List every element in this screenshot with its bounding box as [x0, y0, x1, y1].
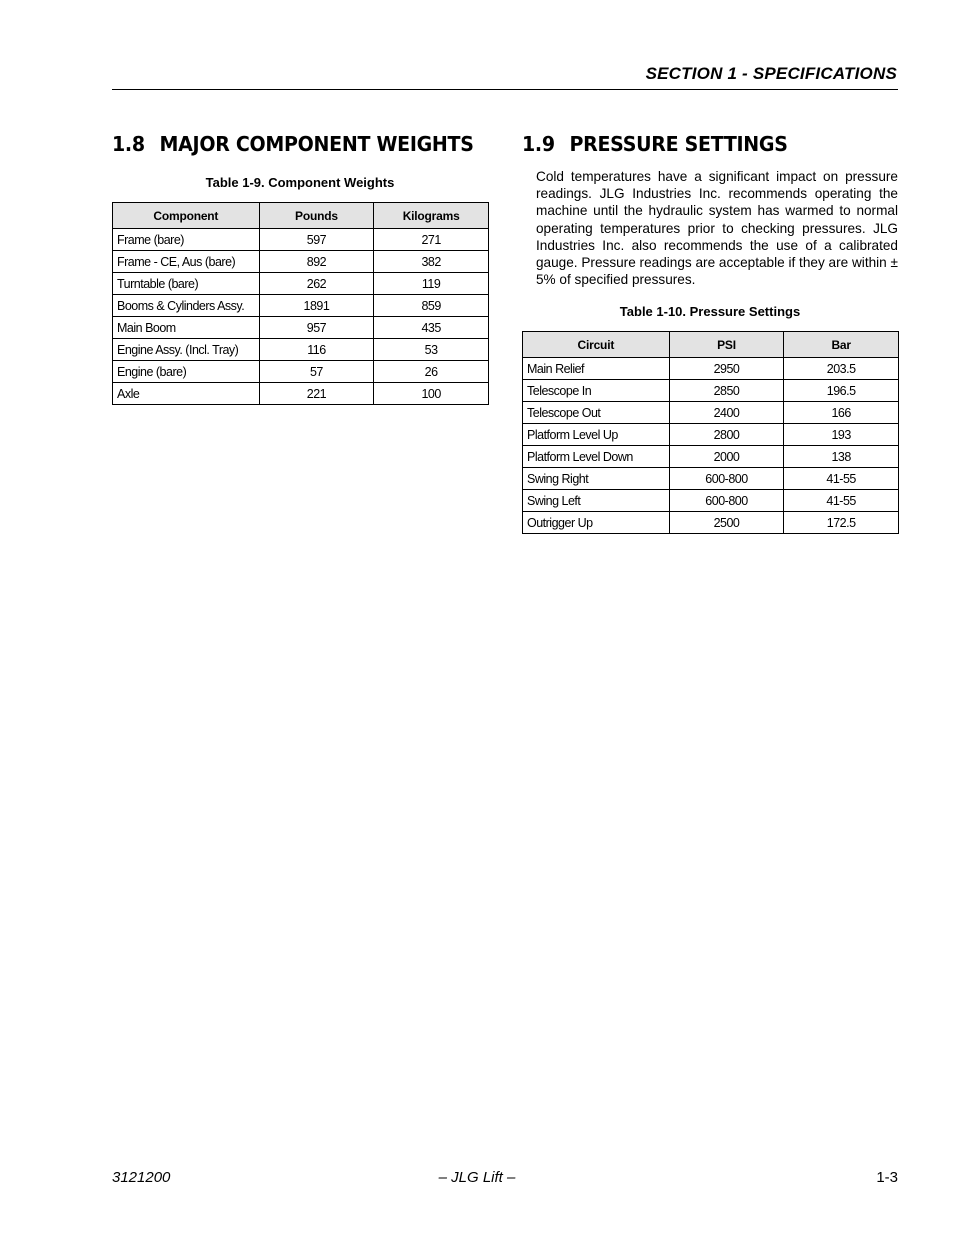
cell-circuit: Platform Level Up: [523, 424, 670, 446]
cell-kilograms: 100: [374, 383, 489, 405]
table-row: [523, 490, 899, 512]
table-row: [113, 317, 489, 339]
table-row: [523, 512, 899, 534]
table-row: [113, 339, 489, 361]
table-header-row: [113, 203, 489, 229]
section-title-text: PRESSURE SETTINGS: [569, 132, 788, 156]
table-row: [113, 295, 489, 317]
cell-circuit: Platform Level Down: [523, 446, 670, 468]
cell-circuit: Telescope Out: [523, 402, 670, 424]
cell-psi: 600-800: [669, 490, 784, 512]
table-header-row: [523, 332, 899, 358]
cell-kilograms: 859: [374, 295, 489, 317]
cell-circuit: Swing Right: [523, 468, 670, 490]
cell-psi: 2000: [669, 446, 784, 468]
cell-bar: 41-55: [784, 490, 899, 512]
column-header: Pounds: [259, 203, 374, 229]
cell-component: Booms & Cylinders Assy.: [113, 295, 260, 317]
header-rule: [112, 89, 898, 90]
cell-circuit: Telescope In: [523, 380, 670, 402]
cell-component: Axle: [113, 383, 260, 405]
table-row: [113, 251, 489, 273]
cell-bar: 193: [784, 424, 899, 446]
footer-doc-number: 3121200: [112, 1169, 171, 1186]
cell-pounds: 892: [259, 251, 374, 273]
cell-pounds: 262: [259, 273, 374, 295]
cell-kilograms: 382: [374, 251, 489, 273]
cell-circuit: Main Relief: [523, 358, 670, 380]
cell-bar: 41-55: [784, 468, 899, 490]
column-header: PSI: [669, 332, 784, 358]
cell-pounds: 116: [259, 339, 374, 361]
column-header: Circuit: [523, 332, 670, 358]
cell-kilograms: 26: [374, 361, 489, 383]
table-row: [523, 446, 899, 468]
pressure-settings-table: [522, 331, 899, 534]
cell-psi: 2950: [669, 358, 784, 380]
cell-circuit: Outrigger Up: [523, 512, 670, 534]
cell-bar: 138: [784, 446, 899, 468]
cell-component: Engine (bare): [113, 361, 260, 383]
table-row: [113, 229, 489, 251]
table-row: [113, 383, 489, 405]
table-row: [523, 468, 899, 490]
cell-circuit: Swing Left: [523, 490, 670, 512]
cell-pounds: 597: [259, 229, 374, 251]
cell-component: Main Boom: [113, 317, 260, 339]
cell-psi: 2850: [669, 380, 784, 402]
table-row: [523, 380, 899, 402]
cell-bar: 203.5: [784, 358, 899, 380]
cell-component: Engine Assy. (Incl. Tray): [113, 339, 260, 361]
cell-component: Frame - CE, Aus (bare): [113, 251, 260, 273]
section-title-text: MAJOR COMPONENT WEIGHTS: [159, 132, 474, 156]
section-title-pressure: [522, 132, 788, 156]
cell-bar: 196.5: [784, 380, 899, 402]
footer-page-number: 1-3: [876, 1169, 898, 1186]
cell-psi: 2500: [669, 512, 784, 534]
table-row: [523, 358, 899, 380]
column-header: Kilograms: [374, 203, 489, 229]
column-header: Bar: [784, 332, 899, 358]
cell-psi: 600-800: [669, 468, 784, 490]
cell-component: Turntable (bare): [113, 273, 260, 295]
table-row: [113, 361, 489, 383]
column-header: Component: [113, 203, 260, 229]
component-weights-table: [112, 202, 489, 405]
table-caption-pressure: Table 1-10. Pressure Settings: [619, 304, 801, 319]
cell-pounds: 957: [259, 317, 374, 339]
section-title-weights: [112, 132, 474, 156]
cell-kilograms: 271: [374, 229, 489, 251]
cell-pounds: 1891: [259, 295, 374, 317]
cell-kilograms: 119: [374, 273, 489, 295]
cell-bar: 172.5: [784, 512, 899, 534]
cell-kilograms: 53: [374, 339, 489, 361]
section-number: 1.8: [112, 132, 145, 156]
cell-pounds: 57: [259, 361, 374, 383]
section-header: SECTION 1 - SPECIFICATIONS: [645, 64, 897, 83]
cell-bar: 166: [784, 402, 899, 424]
cell-pounds: 221: [259, 383, 374, 405]
footer-brand: – JLG Lift –: [438, 1169, 516, 1186]
cell-component: Frame (bare): [113, 229, 260, 251]
pressure-intro-paragraph: Cold temperatures have a significant impact on pressure readings. JLG Industries Inc. recommends operating the machine until the hydraulic system has warmed to normal operating temperatures prior to checking pressures. JLG Industries Inc. also recommends the use of a calibrated gauge. Pressure readings are acceptable if they are within ± 5% of specified pressures.: [536, 169, 898, 288]
cell-psi: 2400: [669, 402, 784, 424]
table-row: [523, 402, 899, 424]
section-number: 1.9: [522, 132, 555, 156]
table-row: [113, 273, 489, 295]
table-row: [523, 424, 899, 446]
table-caption-weights: Table 1-9. Component Weights: [205, 175, 395, 190]
cell-psi: 2800: [669, 424, 784, 446]
cell-kilograms: 435: [374, 317, 489, 339]
